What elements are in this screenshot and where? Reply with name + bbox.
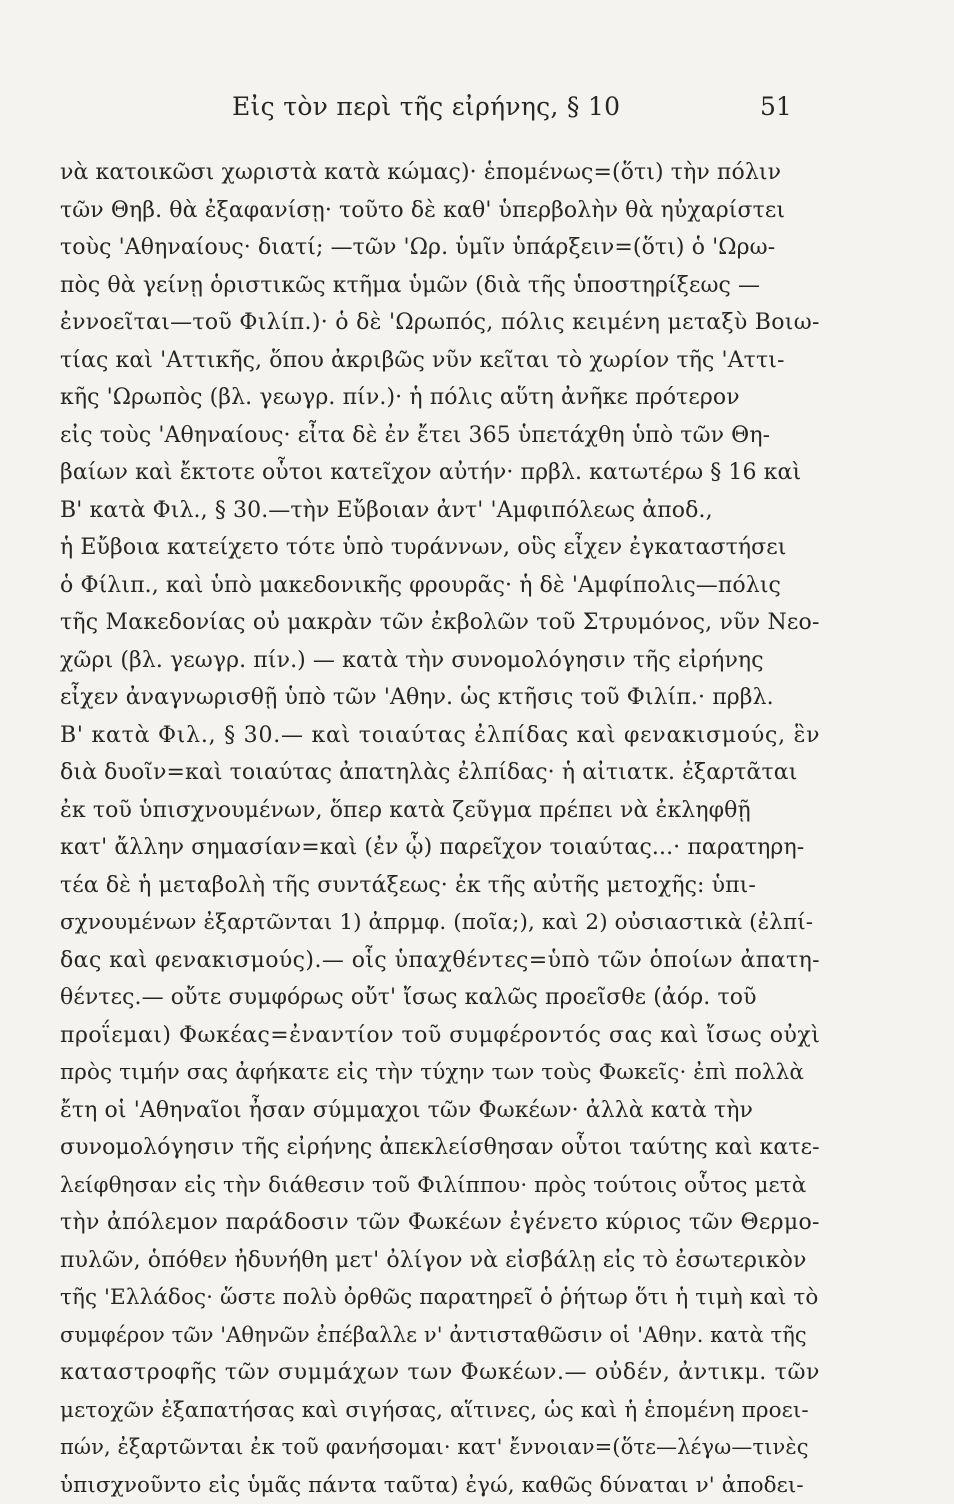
text-line: κατ' ἄλλην σημασίαν=καὶ (ἐν ᾧ) παρεῖχον τοιαύτας...· παρατηρη- [60,829,820,867]
text-line: τέα δὲ ἡ μεταβολὴ τῆς συντάξεως· ἐκ τῆς αὐτῆς μετοχῆς: ὑπι- [60,867,820,905]
commentary-text [60,154,820,1504]
text-line: ἐννοεῖται—τοῦ Φιλίπ.)· ὁ δὲ 'Ωρωπός, πόλις κειμένη μεταξὺ Βοιω- [60,304,820,342]
text-line: καταστροφῆς τῶν συμμάχων των Φωκέων.— οὐδέν, ἀντικμ. τῶν [60,1354,820,1392]
text-line: τῆς 'Ελλάδος· ὥστε πολὺ ὀρθῶς παρατηρεῖ ὁ ῥήτωρ ὅτι ἡ τιμὴ καὶ τὸ [60,1279,820,1317]
text-line: τίας καὶ 'Αττικῆς, ὅπου ἀκριβῶς νῦν κεῖται τὸ χωρίον τῆς 'Αττι- [60,342,820,380]
text-line: συμφέρον τῶν 'Αθηνῶν ἐπέβαλλε ν' ἀντισταθῶσιν οἱ 'Αθην. κατὰ τῆς [60,1317,820,1355]
text-line: δας καὶ φενακισμούς).— οἷς ὑπαχθέντες=ὑπὸ τῶν ὁποίων ἀπατη- [60,942,820,980]
text-line: τὴν ἀπόλεμον παράδοσιν τῶν Φωκέων ἐγένετο κύριος τῶν Θερμο- [60,1204,820,1242]
text-line: λείφθησαν εἰς τὴν διάθεσιν τοῦ Φιλίππου· πρὸς τούτοις οὗτος μετὰ [60,1167,820,1205]
text-line: διὰ δυοῖν=καὶ τοιαύτας ἀπατηλὰς ἐλπίδας· ἡ αἰτιατκ. ἐξαρτᾶται [60,754,820,792]
text-line: πρὸς τιμήν σας ἀφήκατε εἰς τὴν τύχην των τοὺς Φωκεῖς· ἐπὶ πολλὰ [60,1054,820,1092]
text-line: πυλῶν, ὁπόθεν ἠδυνήθη μετ' ὀλίγον νὰ εἰσβάλῃ εἰς τὸ ἐσωτερικὸν [60,1242,820,1280]
page-number: 51 [760,92,792,121]
text-line: μετοχῶν ἐξαπατήσας καὶ σιγήσας, αἵτινες, ὡς καὶ ἡ ἑπομένη προει- [60,1392,820,1430]
running-title: Εἰς τὸν περὶ τῆς εἰρήνης, § 10 [232,92,620,121]
text-line: πὸς θὰ γείνῃ ὁριστικῶς κτῆμα ὑμῶν (διὰ τῆς ὑποστηρίξεως — [60,267,820,305]
text-line: ἐκ τοῦ ὑπισχνουμένων, ὅπερ κατὰ ζεῦγμα πρέπει νὰ ἐκληφθῇ [60,792,820,830]
text-line: εἶχεν ἀναγνωρισθῇ ὑπὸ τῶν 'Αθην. ὡς κτῆσις τοῦ Φιλίπ.· πρβλ. [60,679,820,717]
text-line: προΐεμαι) Φωκέας=ἐναντίον τοῦ συμφέροντός σας καὶ ἴσως οὐχὶ [60,1017,820,1055]
text-line: τῆς Μακεδονίας οὐ μακρὰν τῶν ἐκβολῶν τοῦ Στρυμόνος, νῦν Νεο- [60,604,820,642]
text-line: ὁ Φίλιπ., καὶ ὑπὸ μακεδονικῆς φρουρᾶς· ἡ δὲ 'Αμφίπολις—πόλις [60,567,820,605]
text-line: τοὺς 'Αθηναίους· διατί; —τῶν 'Ωρ. ὑμῖν ὑπάρξειν=(ὅτι) ὁ 'Ωρω- [60,229,820,267]
text-line: χῶρι (βλ. γεωγρ. πίν.) — κατὰ τὴν συνομολόγησιν τῆς εἰρήνης [60,642,820,680]
text-line: πών, ἐξαρτῶνται ἐκ τοῦ φανήσομαι· κατ' ἔννοιαν=(ὅτε—λέγω—τινὲς [60,1429,820,1467]
text-line: ἡ Εὔβοια κατείχετο τότε ὑπὸ τυράννων, οὓς εἶχεν ἐγκαταστήσει [60,529,820,567]
text-line: νὰ κατοικῶσι χωριστὰ κατὰ κώμας)· ἑπομένως=(ὅτι) τὴν πόλιν [60,154,820,192]
text-line: κῆς 'Ωρωπὸς (βλ. γεωγρ. πίν.)· ἡ πόλις αὕτη ἀνῆκε πρότερον [60,379,820,417]
text-line: Β' κατὰ Φιλ., § 30.—τὴν Εὔβοιαν ἀντ' 'Αμφιπόλεως ἀποδ., [60,492,820,530]
text-line: Β' κατὰ Φιλ., § 30.— καὶ τοιαύτας ἐλπίδας καὶ φενακισμούς, ἓν [60,717,820,755]
text-line: συνομολόγησιν τῆς εἰρήνης ἀπεκλείσθησαν οὗτοι ταύτης καὶ κατε- [60,1129,820,1167]
text-line: σχνουμένων ἐξαρτῶνται 1) ἀπρμφ. (ποῖα;), καὶ 2) οὐσιαστικὰ (ἐλπί- [60,904,820,942]
running-head [60,92,820,132]
text-line: τῶν Θηβ. θὰ ἐξαφανίσῃ· τοῦτο δὲ καθ' ὑπερβολὴν θὰ ηὐχαρίστει [60,192,820,230]
text-line: ἔτη οἱ 'Αθηναῖοι ἦσαν σύμμαχοι τῶν Φωκέων· ἀλλὰ κατὰ τὴν [60,1092,820,1130]
text-line: θέντες.— οὔτε συμφόρως οὔτ' ἴσως καλῶς προεῖσθε (ἀόρ. τοῦ [60,979,820,1017]
text-line: βαίων καὶ ἔκτοτε οὗτοι κατεῖχον αὐτήν· πρβλ. κατωτέρω § 16 καὶ [60,454,820,492]
text-line: ὑπισχνοῦντο εἰς ὑμᾶς πάντα ταῦτα) ἐγώ, καθῶς δύναται ν' ἀποδει- [60,1467,820,1504]
text-line: εἰς τοὺς 'Αθηναίους· εἶτα δὲ ἐν ἔτει 365 ὑπετάχθη ὑπὸ τῶν Θη- [60,417,820,455]
